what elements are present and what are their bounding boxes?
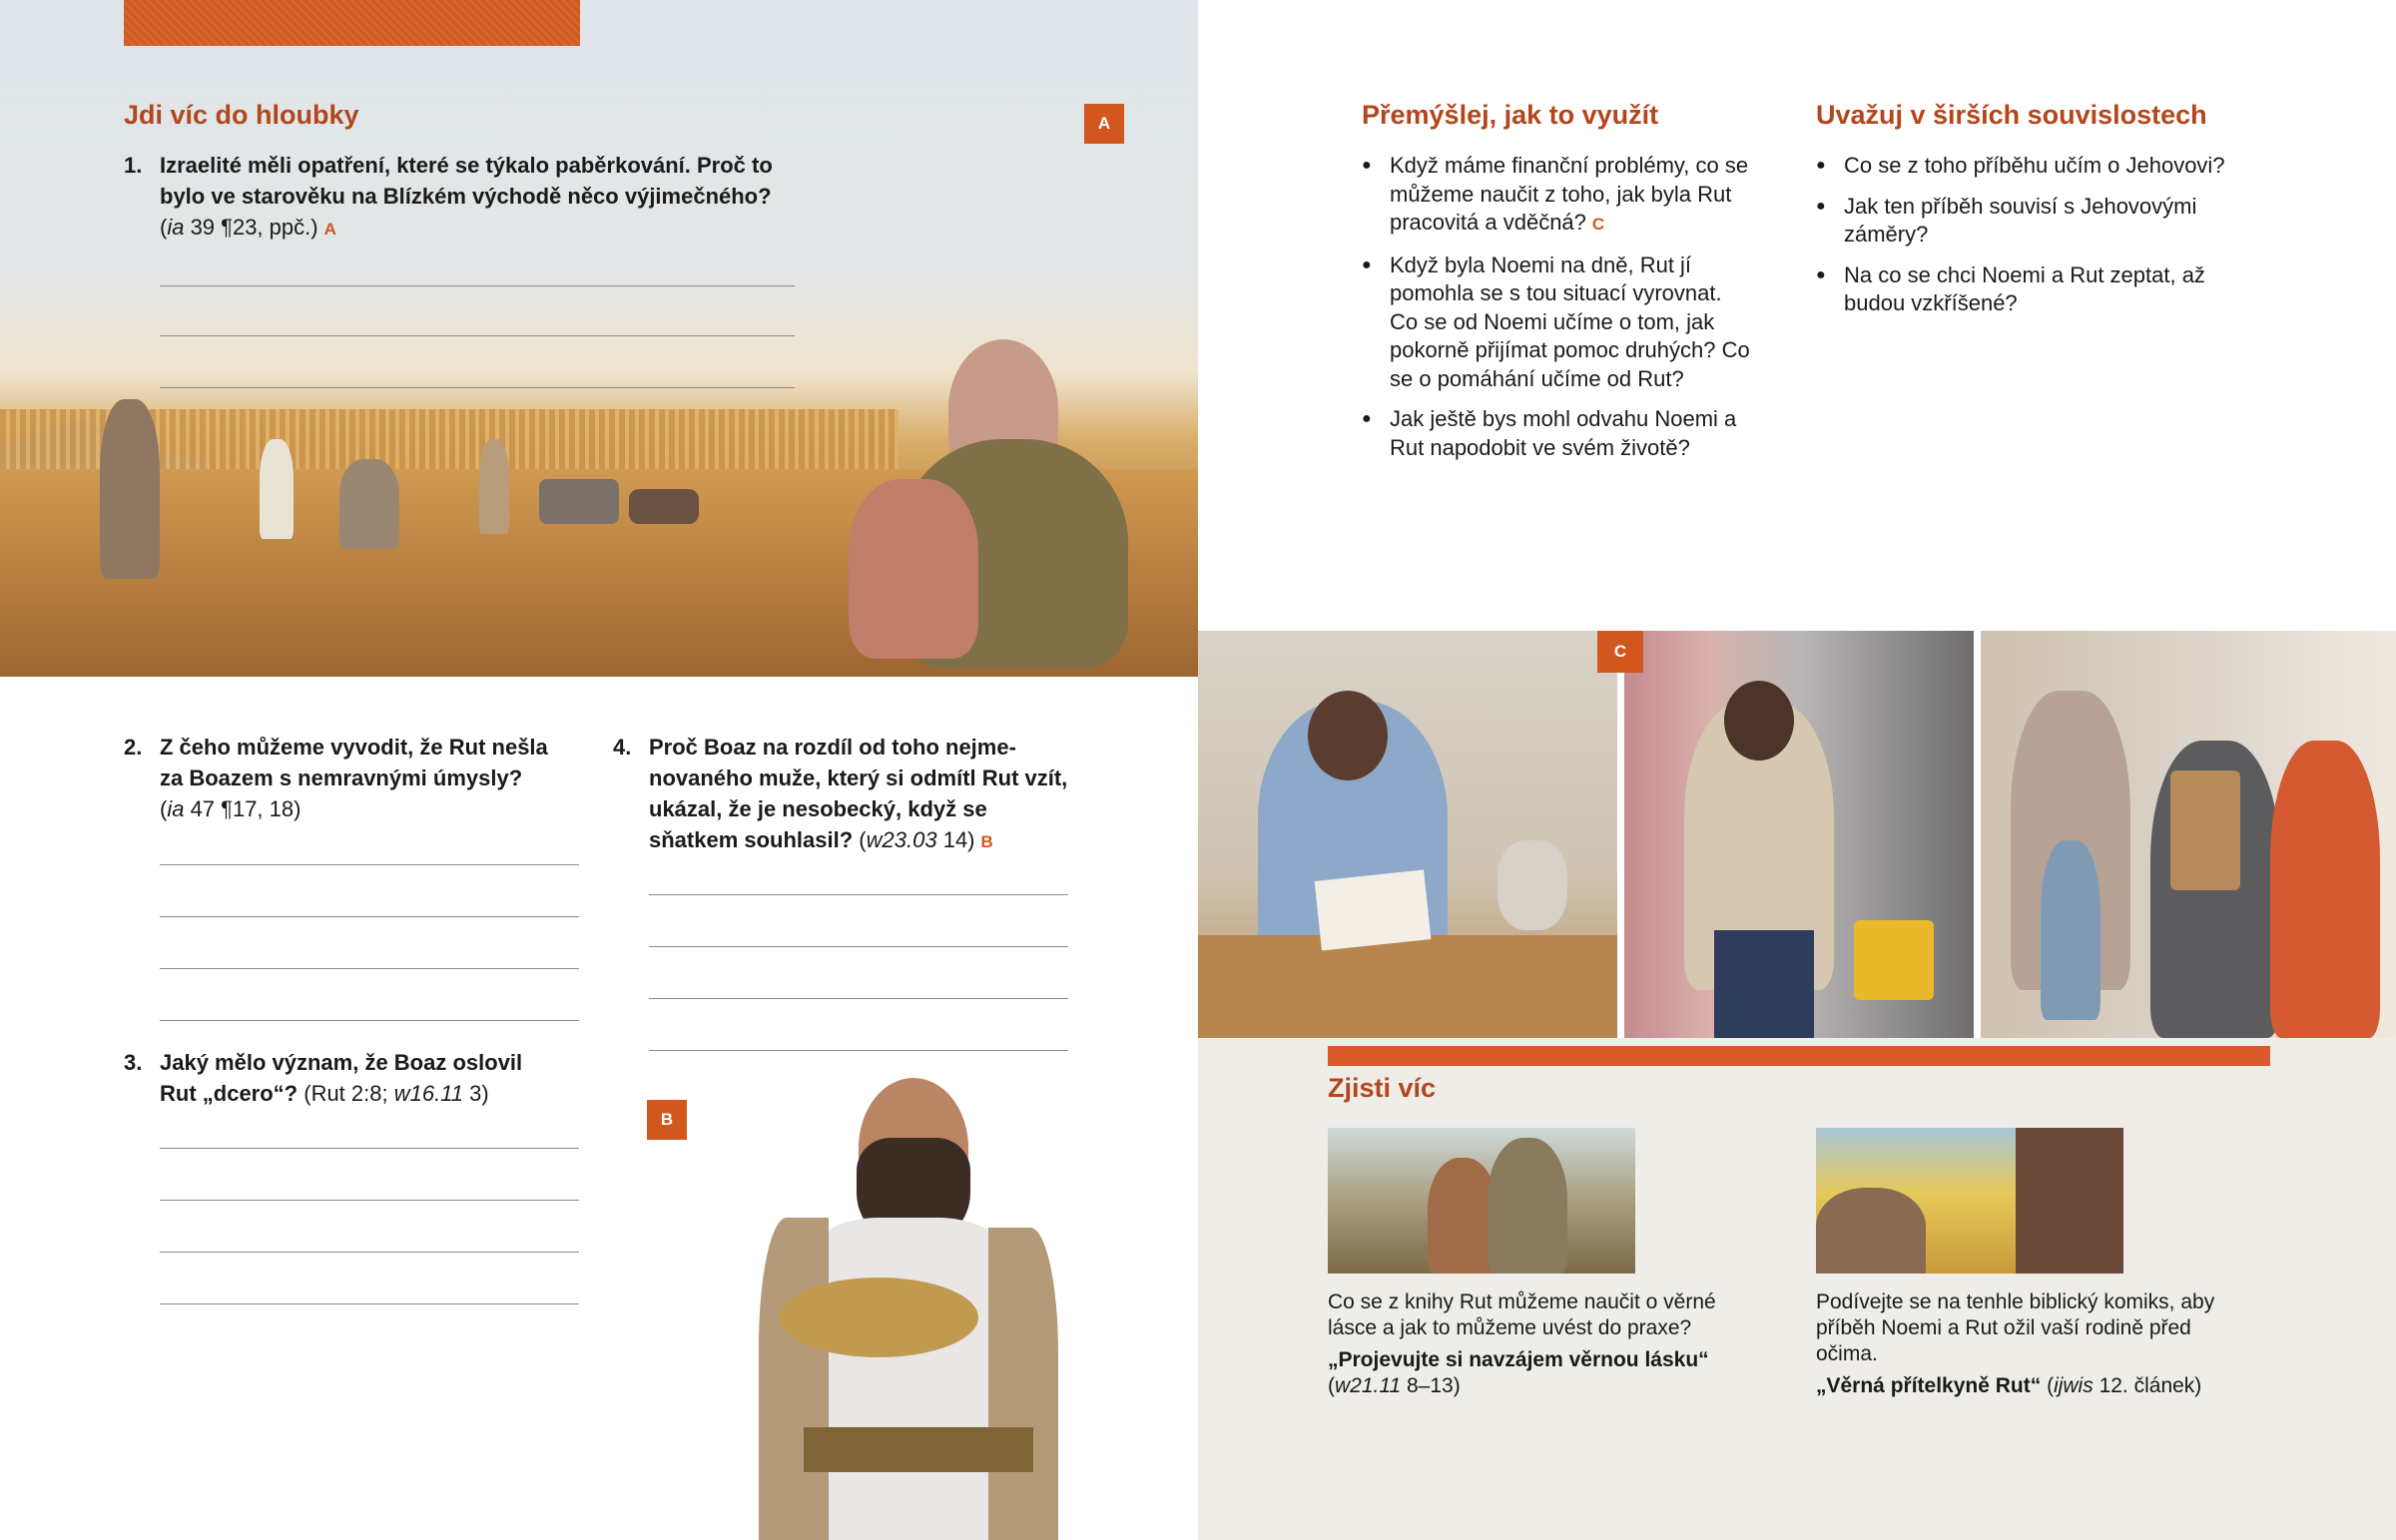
section-heading-learn-more: Zjisti víc: [1328, 1073, 1437, 1103]
question-2: 2. Z čeho můžeme vyvodit, že Rut nešla za Boazem s nemravnými úmysly? (ia 47 ¶17, 18): [124, 735, 548, 821]
badge-a: A: [1084, 104, 1124, 144]
answer-line: [160, 1200, 579, 1201]
ref-letter-a: A: [323, 220, 336, 239]
question-text: Jaký mělo význam, že Boaz oslovil Rut „dcero“?: [160, 1050, 523, 1106]
list-item: ● Co se z toho příběhu učím o Jehovovi?: [1816, 152, 2255, 181]
list-item: ● Jak ten příběh souvisí s Jehovovými záměry?: [1816, 193, 2255, 250]
answer-line: [160, 916, 579, 917]
answer-line: [160, 335, 795, 336]
learn-more-right-caption: Podívejte se na tenhle biblický komiks, aby příběh Noemi a Rut ožil vaší rodině před očima. „Věrná přítelkyně Rut“ (ijwis 12. článek): [1816, 1290, 2215, 1397]
question-text: Z čeho můžeme vyvodit, že Rut nešla za Boazem s nemravnými úmysly?: [160, 735, 548, 790]
article-link-faithful-friend[interactable]: „Věrná přítelkyně Rut“: [1816, 1374, 2042, 1397]
section-heading-context: Uvažuj v širších souvislostech: [1816, 100, 2207, 130]
photo-family-gift: [1981, 631, 2396, 1038]
orange-texture-tab: [124, 0, 580, 46]
answer-line: [160, 1020, 579, 1021]
learn-more-left-caption: Co se z knihy Rut můžeme naučit o věrné lásce a jak to můžeme uvést do praxe? „Projevujte si navzájem věrnou lásku“ (w21.11 8–13): [1328, 1290, 1716, 1397]
boaz-illustration: [739, 1078, 1068, 1540]
list-item: ● Jak ještě bys mohl odvahu Noemi a Rut napodobit ve svém životě?: [1362, 405, 1751, 462]
answer-line: [160, 864, 579, 865]
question-1: 1. Izraelité měli opatření, které se týkalo paběrkování. Proč to bylo ve starověku na Blízkém východě něco výjimečného? (ia 39 ¶23, ppč.) A: [124, 150, 803, 245]
thumbnail-ruth-naomi-painting[interactable]: [1328, 1128, 1635, 1274]
question-4: 4. Proč Boaz na rozdíl od toho nejmenovaného muže, který si odmítl Rut vzít, ukázal, že je nesobecký, když se sňatkem souhlasil? (w23.03 14) B: [613, 735, 1068, 852]
orange-divider-bar: [1328, 1046, 2270, 1066]
badge-b: B: [647, 1100, 687, 1140]
answer-line: [160, 387, 795, 388]
ref-letter-b: B: [980, 832, 993, 851]
answer-line: [649, 946, 1068, 947]
apply-list: [1362, 152, 1751, 474]
list-item: ● Na co se chci Noemi a Rut zeptat, až budou vzkříšené?: [1816, 261, 2255, 318]
photo-woman-bills: [1198, 631, 1617, 1038]
answer-line: [649, 894, 1068, 895]
photo-woman-mopping: [1624, 631, 1974, 1038]
answer-line: [160, 1303, 579, 1304]
question-3: 3. Jaký mělo význam, že Boaz oslovil Rut „dcero“? (Rut 2:8; w16.11 3): [124, 1050, 523, 1106]
answer-line: [160, 285, 795, 286]
section-heading-apply: Přemýšlej, jak to využít: [1362, 100, 1659, 130]
answer-line: [160, 1148, 579, 1149]
thumbnail-comic[interactable]: [1816, 1128, 2123, 1274]
badge-c: C: [1597, 631, 1643, 673]
list-item: ● Když byla Noemi na dně, Rut jí pomohla se s tou situací vyrovnat. Co se od Noemi učíme o tom, jak pokorně přijímat pomoc druhých? Co se o pomáhání učíme od Rut?: [1362, 252, 1751, 394]
question-text: Izraelité měli opatření, které se týkalo paběrkování. Proč to bylo ve starověku na Blízkém východě něco výjimečného?: [160, 153, 773, 209]
answer-line: [160, 968, 579, 969]
list-item: ● Když máme finanční problémy, co se můžeme naučit z toho, jak byla Rut pracovitá a vděčná? C: [1362, 152, 1751, 240]
ref-letter-c: C: [1591, 215, 1605, 234]
question-text: Proč Boaz na rozdíl od toho nejmenovaného muže, který si odmítl Rut vzít, ukázal, že je nesobecký, když se sňatkem souhlasil?: [649, 735, 1068, 852]
context-list: [1816, 152, 2255, 330]
answer-line: [649, 1050, 1068, 1051]
section-heading-deeper: Jdi víc do hloubky: [124, 100, 359, 130]
article-link-loyal-love[interactable]: „Projevujte si navzájem věrnou lásku“: [1328, 1348, 1709, 1371]
question-number: 1.: [124, 153, 143, 178]
answer-line: [160, 1252, 579, 1253]
answer-line: [649, 998, 1068, 999]
